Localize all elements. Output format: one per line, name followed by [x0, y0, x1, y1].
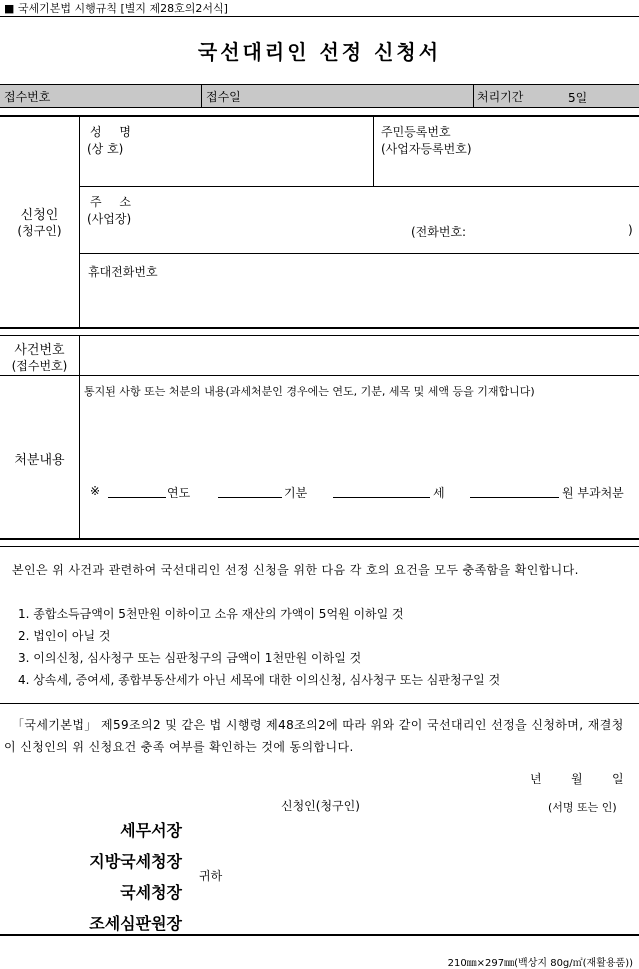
confirm-top-border-2	[0, 546, 639, 547]
signature-label: 신청인(청구인)	[281, 799, 360, 813]
date-year: 년	[530, 772, 542, 786]
period-label: 기분	[284, 486, 308, 500]
receipt-date-label: 접수일	[206, 90, 241, 104]
page-title: 국선대리인 선정 신청서	[197, 40, 442, 64]
requirement-item-3: 3. 이의신청, 심사청구 또는 심판청구의 금액이 1천만원 이하일 것	[18, 651, 362, 665]
processing-period-value: 5일	[568, 91, 588, 105]
signature-sign[interactable]: (서명 또는 인)	[548, 801, 617, 814]
date-day: 일	[612, 772, 624, 786]
disposition-instruction: 통지된 사항 또는 처분의 내용(과세처분인 경우에는 연도, 기분, 세목 및 세액 등을 기재합니다)	[84, 385, 535, 398]
recipient-nts: 국세청장	[120, 883, 182, 902]
receipt-divider-2	[473, 85, 474, 107]
amount-label: 원 부과처분	[562, 486, 624, 500]
form-header: ■ 국세기본법 시행규칙 [별지 제28호의2서식]	[4, 2, 228, 15]
amount-blank[interactable]	[470, 485, 559, 498]
case-top-border	[0, 327, 639, 329]
applicant-top-border	[0, 115, 639, 117]
confirm-top-border	[0, 538, 639, 540]
address-label: 주 소	[90, 195, 132, 209]
business-number-label: (사업자등록번호)	[381, 142, 472, 156]
name-label: 성 명	[90, 125, 132, 139]
mobile-label: 휴대전화번호	[88, 265, 158, 279]
workplace-label: (사업장)	[87, 212, 132, 226]
year-label: 연도	[167, 486, 191, 500]
tax-label: 세	[433, 486, 445, 500]
receipt-row	[0, 84, 639, 108]
paper-spec: 210㎜×297㎜(백상지 80g/㎡(재활용품))	[447, 958, 633, 969]
requirement-item-2: 2. 법인이 아닐 것	[18, 629, 111, 643]
case-label-divider	[79, 336, 80, 538]
recipient-tax-office: 세무서장	[120, 821, 182, 840]
applicant-label-divider	[79, 117, 80, 327]
processing-period-label: 처리기간	[477, 90, 524, 104]
disposition-mark: ※	[90, 484, 101, 498]
law-top-border	[0, 703, 639, 704]
disposition-label: 처분내용	[14, 453, 65, 468]
name-id-divider	[373, 117, 374, 186]
receipt-divider-1	[201, 85, 202, 107]
requirement-item-4: 4. 상속세, 증여세, 종합부동산세가 아닌 세목에 대한 이의신청, 심사청구 또는 심판청구일 것	[18, 673, 501, 687]
header-divider	[0, 16, 639, 17]
name-sub-label: (상 호)	[87, 142, 124, 156]
applicant-row-divider-2	[80, 253, 639, 254]
tax-blank[interactable]	[333, 485, 430, 498]
law-statement: 「국세기본법」 제59조의2 및 같은 법 시행령 제48조의2에 따라 위와 같이 국선대리인 선정을 신청하며, 재결청이 신청인의 위 신청요건 충족 여부를 확인하는 것에 동의합니다.	[4, 718, 624, 754]
applicant-section-sub: (청구인)	[17, 224, 62, 238]
year-blank[interactable]	[108, 485, 166, 498]
recipient-regional-office: 지방국세청장	[89, 852, 182, 871]
footer-border	[0, 934, 639, 936]
applicant-section-label: 신청인	[20, 208, 59, 223]
date-month: 월	[571, 772, 583, 786]
case-top-border-2	[0, 335, 639, 336]
phone-close: )	[628, 223, 633, 237]
period-blank[interactable]	[218, 485, 282, 498]
phone-label: (전화번호:	[411, 225, 467, 239]
confirm-intro: 본인은 위 사건과 관련하여 국선대리인 선정 신청을 위한 다음 각 호의 요건을 모두 충족함을 확인합니다.	[12, 563, 579, 577]
id-number-label: 주민등록번호	[381, 125, 451, 139]
disposition-top-border	[0, 375, 639, 376]
case-number-sub: (접수번호)	[11, 359, 68, 373]
receipt-number-label: 접수번호	[4, 90, 51, 104]
recipient-tribunal: 조세심판원장	[89, 914, 182, 933]
honorific: 귀하	[199, 869, 223, 883]
applicant-row-divider-1	[80, 186, 639, 187]
case-number-label: 사건번호	[14, 343, 65, 358]
requirement-item-1: 1. 종합소득금액이 5천만원 이하이고 소유 재산의 가액이 5억원 이하일 것	[18, 607, 404, 621]
